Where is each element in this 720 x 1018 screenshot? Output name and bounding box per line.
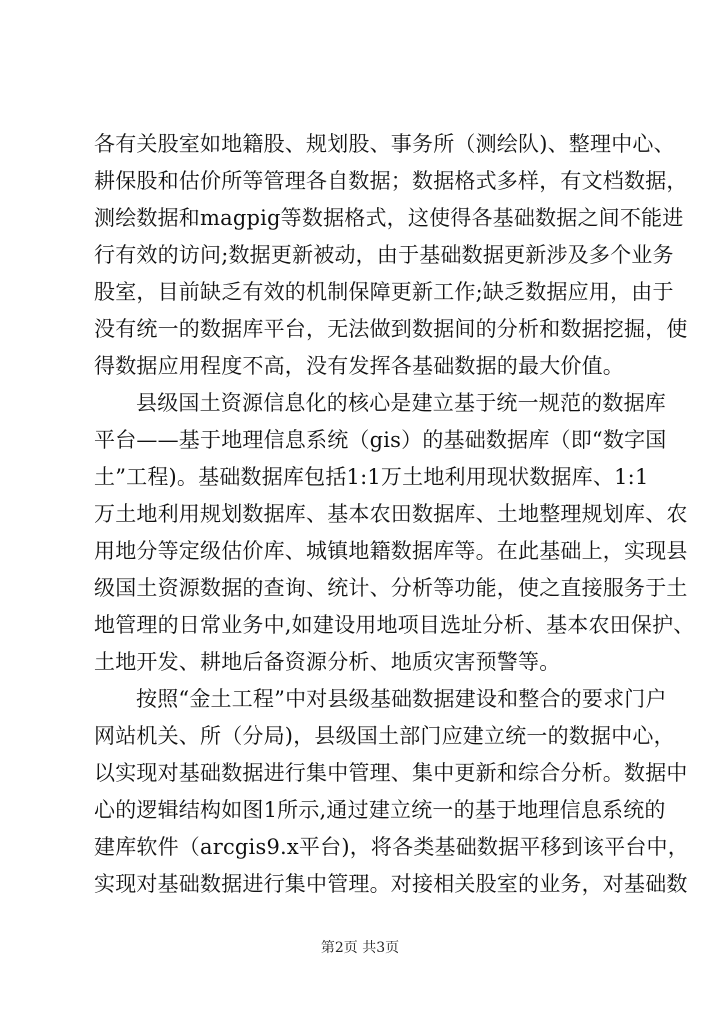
text-line: 没有统一的数据库平台，无法做到数据间的分析和数据挖掘，使 xyxy=(94,317,688,341)
text-line: 土”工程)。基础数据库包括1:1万土地利用现状数据库、1:1 xyxy=(94,465,649,489)
paragraph-2 xyxy=(94,385,695,681)
text-line: 得数据应用程度不高，没有发挥各基础数据的最大价值。 xyxy=(94,354,624,378)
text-line: 级国土资源数据的查询、统计、分析等功能，使之直接服务于土 xyxy=(94,576,688,600)
text-line: 行有效的访问;数据更新被动，由于基础数据更新涉及多个业务 xyxy=(94,243,674,267)
text-line: 地管理的日常业务中,如建设用地项目选址分析、基本农田保护、 xyxy=(94,613,695,637)
text-line: 网站机关、所（分局)，县级国土部门应建立统一的数据中心， xyxy=(94,724,675,748)
text-line: 心的逻辑结构如图1所示,通过建立统一的基于地理信息系统的 xyxy=(94,798,666,822)
text-line: 股室，目前缺乏有效的机制保障更新工作;缺乏数据应用，由于 xyxy=(94,280,674,304)
paragraph-3 xyxy=(94,681,689,903)
text-line: 测绘数据和magpig等数据格式，这使得各基础数据之间不能进 xyxy=(94,206,684,230)
text-line: 县级国土资源信息化的核心是建立基于统一规范的数据库 xyxy=(136,391,666,415)
text-line: 万土地利用规划数据库、基本农田数据库、土地整理规划库、农 xyxy=(94,502,688,526)
text-line: 实现对基础数据进行集中管理。对接相关股室的业务，对基础数 xyxy=(94,872,688,896)
text-line: 平台——基于地理信息系统（gis）的基础数据库（即“数字国 xyxy=(94,428,667,452)
text-line: 建库软件（arcgis9.x平台)，将各类基础数据平移到该平台中， xyxy=(94,835,689,859)
document-body xyxy=(94,126,695,903)
text-line: 各有关股室如地籍股、规划股、事务所（测绘队)、整理中心、 xyxy=(94,132,675,156)
text-line: 耕保股和估价所等管理各自数据；数据格式多样，有文档数据， xyxy=(94,169,688,193)
page-number-footer: 第2页 共3页 xyxy=(320,940,400,956)
text-line: 以实现对基础数据进行集中管理、集中更新和综合分析。数据中 xyxy=(94,761,688,785)
paragraph-1 xyxy=(94,126,688,385)
text-line: 用地分等定级估价库、城镇地籍数据库等。在此基础上，实现县 xyxy=(94,539,688,563)
text-line: 按照“金土工程”中对县级基础数据建设和整合的要求门户 xyxy=(136,687,667,711)
text-line: 土地开发、耕地后备资源分析、地质灾害预警等。 xyxy=(94,650,561,674)
